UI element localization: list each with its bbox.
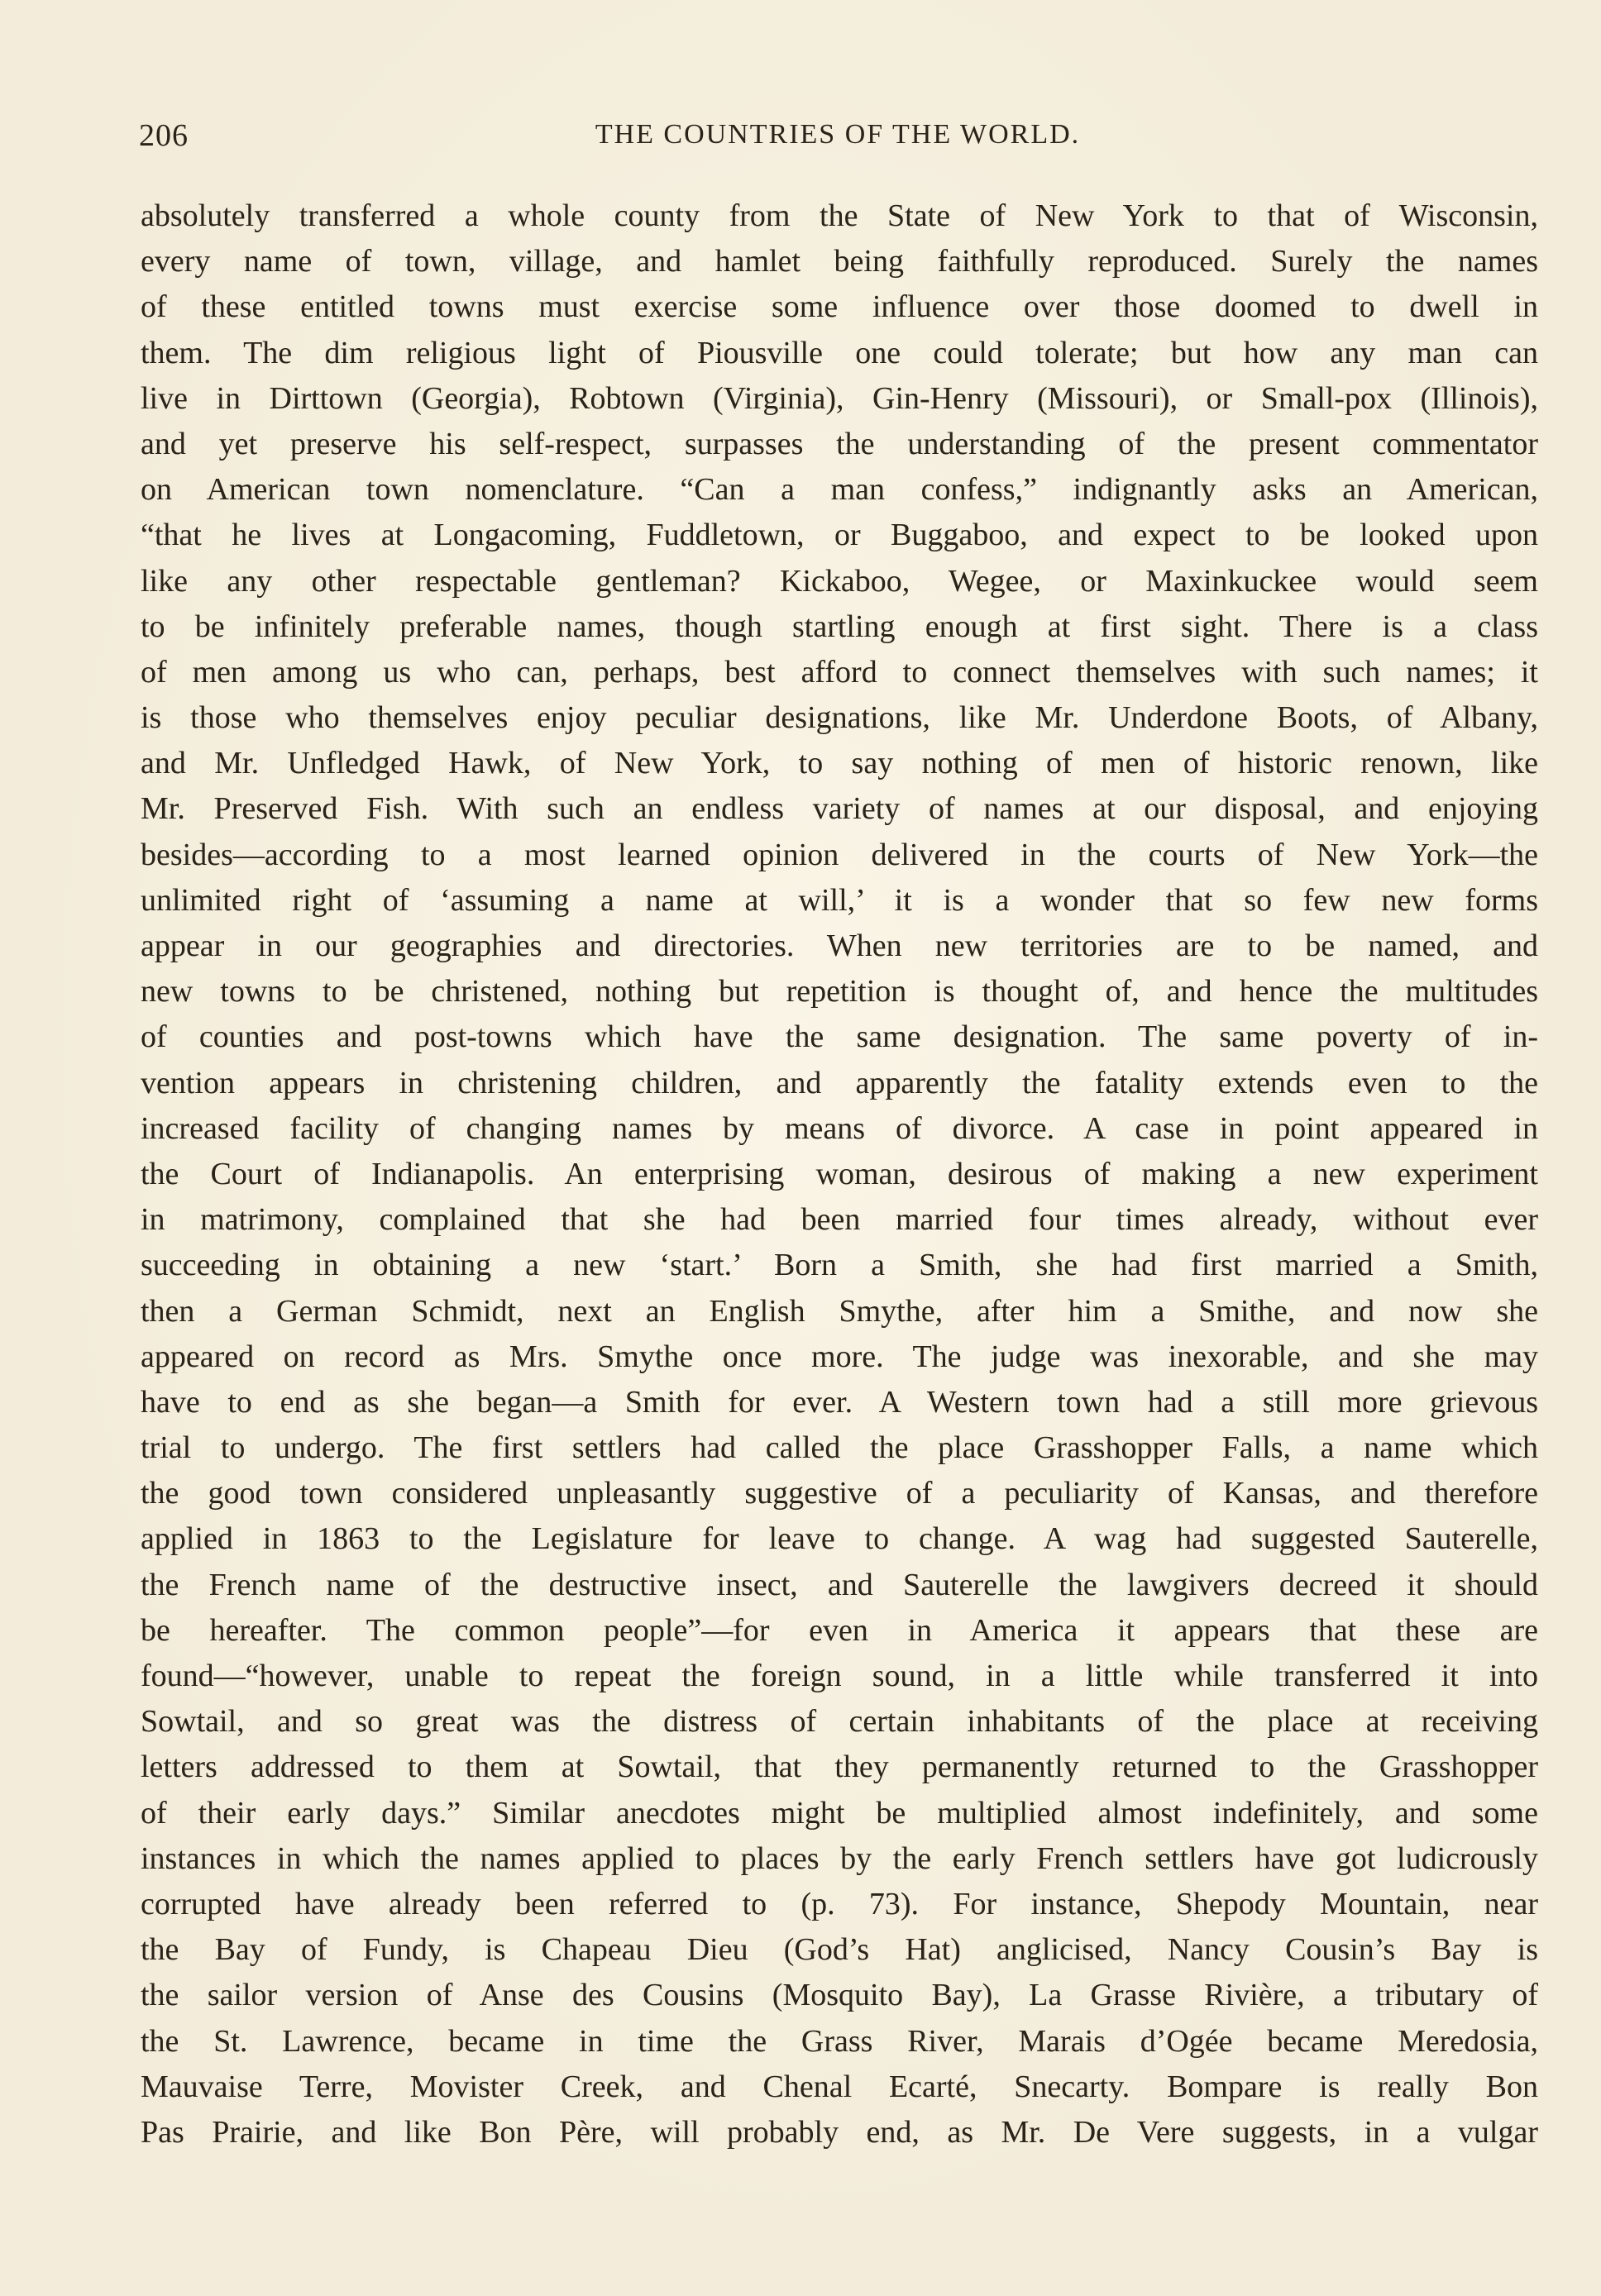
text-line: besides—according to a most learned opinion delivered in the courts of New York—the [141, 837, 1538, 872]
text-line: increased facility of changing names by means of divorce. A case in point appeared in [141, 1110, 1538, 1146]
text-line: found—“however, unable to repeat the foreign sound, in a little while transferred it into [141, 1659, 1538, 1693]
text-line: on American town nomenclature. “Can a man confess,” indignantly asks an American, [141, 472, 1538, 508]
text-line: have to end as she began—a Smith for ever. A Western town had a still more grievous [141, 1384, 1538, 1420]
text-line: be hereafter. The common people”—for even in America it appears that these are [141, 1612, 1538, 1648]
running-head: THE COUNTRIES OF THE WORLD. [595, 119, 1081, 150]
text-line: the Court of Indianapolis. An enterprising woman, desirous of making a new experiment [141, 1156, 1538, 1191]
text-line: is those who themselves enjoy peculiar designations, like Mr. Underdone Boots, of Albany, [141, 700, 1538, 736]
text-line: Mauvaise Terre, Movister Creek, and Chenal Ecarté, Snecarty. Bompare is really Bon [141, 2069, 1538, 2104]
text-line: vention appears in christening children, and apparently the fatality extends even to the [141, 1065, 1538, 1100]
text-line: absolutely transferred a whole county from the State of New York to that of Wisconsin, [141, 198, 1538, 233]
text-line: in matrimony, complained that she had been married four times already, without ever [141, 1202, 1538, 1238]
text-line: of these entitled towns must exercise some influence over those doomed to dwell in [141, 289, 1538, 325]
text-line: the sailor version of Anse des Cousins (Mosquito Bay), La Grasse Rivière, a tributary of [141, 1978, 1538, 2013]
text-line: letters addressed to them at Sowtail, that they permanently returned to the Grasshopper [141, 1749, 1538, 1785]
text-line: every name of town, village, and hamlet being faithfully reproduced. Surely the names [141, 244, 1538, 279]
text-line: unlimited right of ‘assuming a name at will,’ it is a wonder that so few new forms [141, 882, 1538, 918]
text-line: appeared on record as Mrs. Smythe once more. The judge was inexorable, and she may [141, 1339, 1538, 1374]
text-line: Sowtail, and so great was the distress of certain inhabitants of the place at receiving [141, 1704, 1538, 1740]
text-line: succeeding in obtaining a new ‘start.’ Born a Smith, she had first married a Smith, [141, 1248, 1538, 1283]
text-line: and Mr. Unfledged Hawk, of New York, to say nothing of men of historic renown, like [141, 746, 1538, 781]
text-line: of counties and post-towns which have the same designation. The same poverty of in- [141, 1019, 1538, 1055]
text-line: instances in which the names applied to places by the early French settlers have got ludicrously [141, 1840, 1538, 1876]
text-line: applied in 1863 to the Legislature for leave to change. A wag had suggested Sauterelle, [141, 1521, 1538, 1557]
text-line: “that he lives at Longacoming, Fuddletown, or Buggaboo, and expect to be looked upon [141, 518, 1538, 553]
page-header [139, 117, 1536, 159]
text-line: new towns to be christened, nothing but repetition is thought of, and hence the multitudes [141, 974, 1538, 1010]
text-line: Pas Prairie, and like Bon Père, will probably end, as Mr. De Vere suggests, in a vulgar [141, 2114, 1538, 2150]
text-line: of their early days.” Similar anecdotes might be multiplied almost indefinitely, and some [141, 1795, 1538, 1831]
text-line: the good town considered unpleasantly suggestive of a peculiarity of Kansas, and therefore [141, 1476, 1538, 1511]
text-line: then a German Schmidt, next an English Smythe, after him a Smithe, and now she [141, 1293, 1538, 1329]
text-line: live in Dirttown (Georgia), Robtown (Virginia), Gin-Henry (Missouri), or Small-pox (Illinois), [141, 380, 1538, 416]
body-text [141, 193, 1538, 2155]
text-line: the French name of the destructive insect, and Sauterelle the lawgivers decreed it should [141, 1567, 1538, 1602]
text-line: the Bay of Fundy, is Chapeau Dieu (God’s Hat) anglicised, Nancy Cousin’s Bay is [141, 1932, 1538, 1968]
page-number: 206 [139, 118, 189, 153]
text-line: corrupted have already been referred to (p. 73). For instance, Shepody Mountain, near [141, 1886, 1538, 1921]
text-line: trial to undergo. The first settlers had called the place Grasshopper Falls, a name which [141, 1430, 1538, 1466]
text-line: like any other respectable gentleman? Kickaboo, Wegee, or Maxinkuckee would seem [141, 563, 1538, 599]
text-line: them. The dim religious light of Piousville one could tolerate; but how any man can [141, 335, 1538, 370]
text-line: the St. Lawrence, became in time the Grass River, Marais d’Ogée became Meredosia, [141, 2023, 1538, 2059]
text-line: Mr. Preserved Fish. With such an endless variety of names at our disposal, and enjoying [141, 791, 1538, 827]
text-line: of men among us who can, perhaps, best afford to connect themselves with such names; it [141, 654, 1538, 690]
text-line: to be infinitely preferable names, though startling enough at first sight. There is a class [141, 609, 1538, 644]
text-line: appear in our geographies and directories. When new territories are to be named, and [141, 928, 1538, 963]
text-line: and yet preserve his self-respect, surpasses the understanding of the present commentator [141, 426, 1538, 461]
